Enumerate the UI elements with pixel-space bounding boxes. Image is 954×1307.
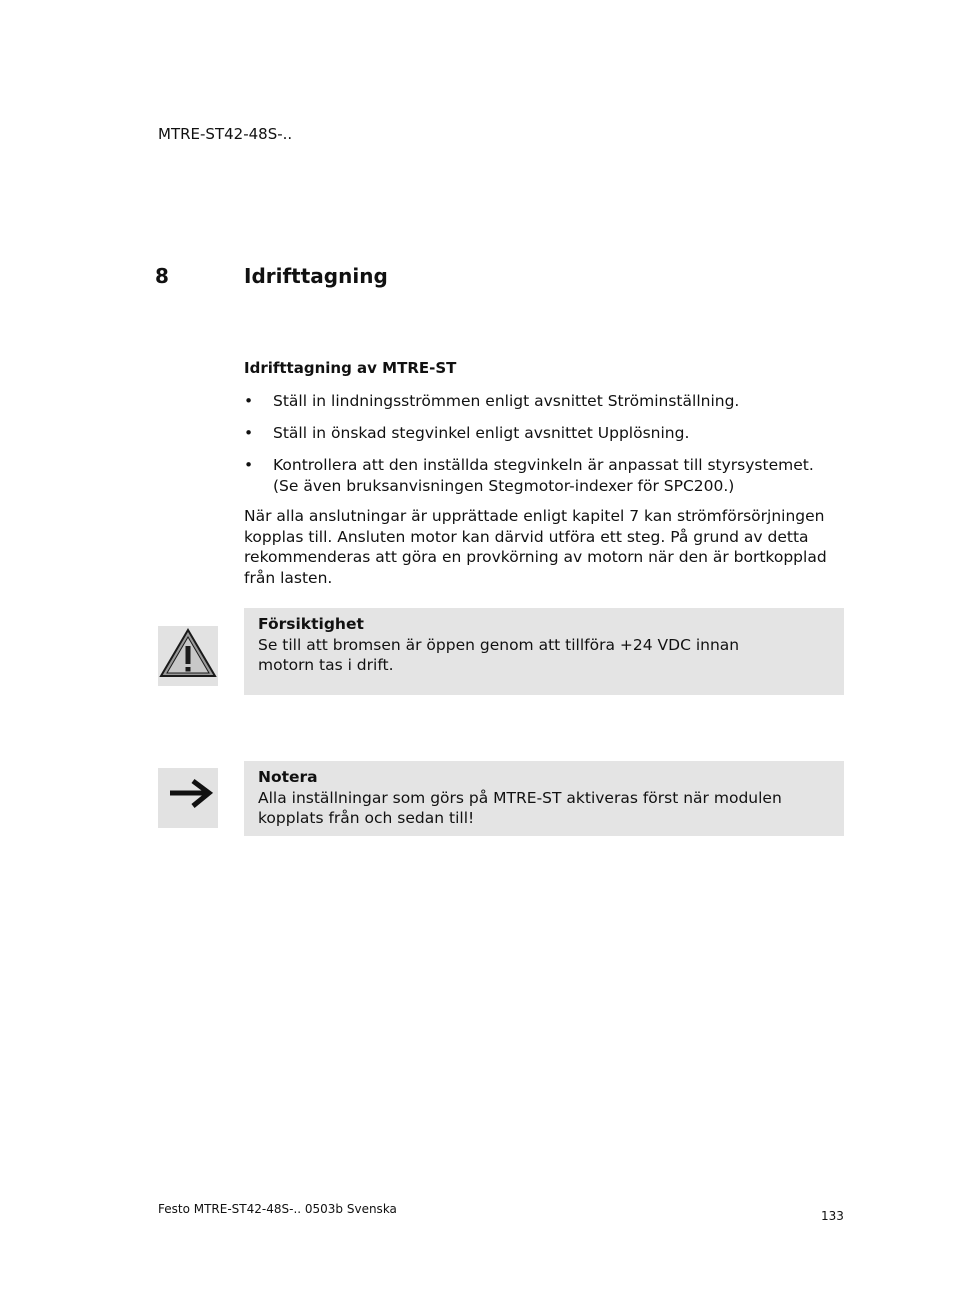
- note-box: [244, 761, 844, 836]
- list-item: [244, 391, 844, 412]
- caution-text: Se till att bromsen är öppen genom att tillföra +24 VDC innan motorn tas i drift.: [258, 635, 740, 674]
- note-title: Notera: [258, 768, 318, 786]
- arrow-right-icon: [158, 768, 218, 828]
- list-item-text: Ställ in önskad stegvinkel enligt avsnittet Upplösning.: [273, 424, 690, 442]
- chapter-title: Idrifttagning: [244, 264, 388, 288]
- body-paragraph: När alla anslutningar är upprättade enligt kapitel 7 kan strömförsörjningen kopplas till. Ansluten motor kan därvid utföra ett steg. På grund av detta rekommenderas att göra en provkörning av motorn när den är bortkopplad från lasten.: [244, 507, 827, 587]
- section-title: Idrifttagning av MTRE-ST: [244, 359, 457, 377]
- list-item-text: Kontrollera att den inställda stegvinkeln är anpassat till styrsystemet.: [273, 456, 814, 474]
- caution-title: Försiktighet: [258, 615, 364, 633]
- page-number: 133: [821, 1209, 844, 1223]
- note-text: Alla inställningar som görs på MTRE-ST aktiveras först när modulen kopplats från och sedan till!: [258, 788, 782, 827]
- caution-box: [244, 608, 844, 695]
- running-header: MTRE-ST42-48S-..: [158, 125, 293, 143]
- bullet-dot: •: [244, 456, 254, 474]
- bullet-dot: •: [244, 392, 254, 410]
- list-item: [244, 423, 844, 444]
- list-item-text: Ställ in lindningsströmmen enligt avsnittet Ströminställning.: [273, 392, 740, 410]
- instruction-list: [244, 391, 844, 508]
- footer-document-id: Festo MTRE-ST42-48S-.. 0503b Svenska: [158, 1202, 397, 1216]
- list-item-text-continued: (Se även bruksanvisningen Stegmotor-indexer för SPC200.): [273, 476, 735, 495]
- bullet-dot: •: [244, 424, 254, 442]
- warning-triangle-icon: [158, 626, 218, 686]
- chapter-number: 8: [155, 264, 169, 288]
- list-item: [244, 455, 844, 496]
